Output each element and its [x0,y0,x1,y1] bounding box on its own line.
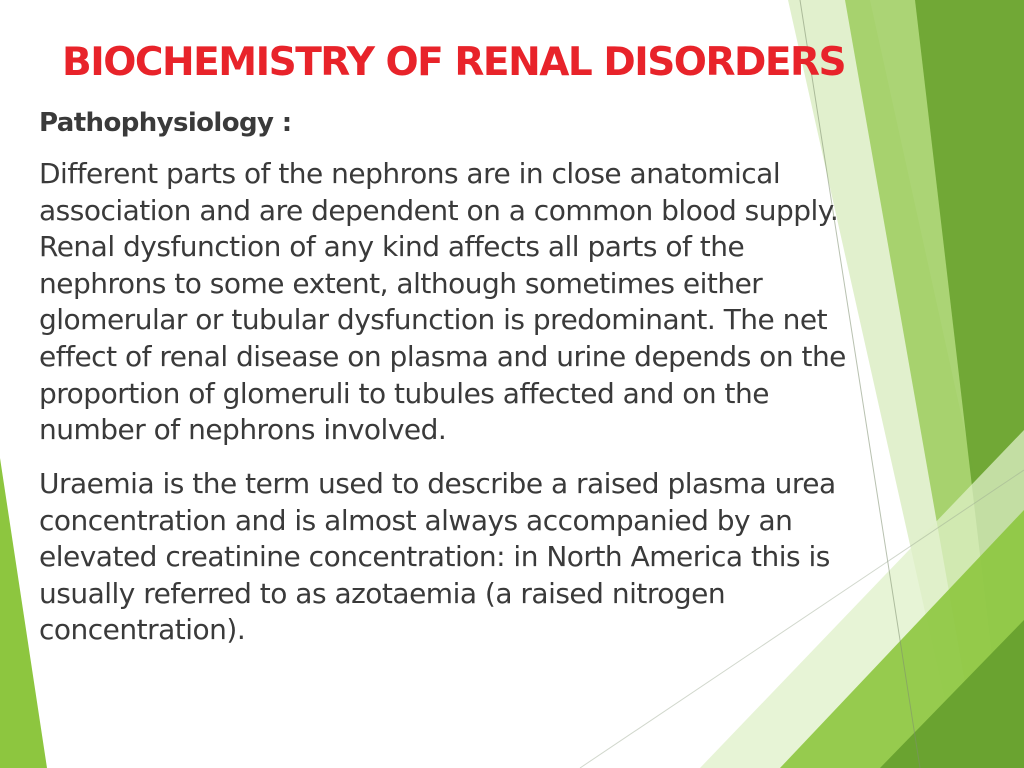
text-line: usually referred to as azotaemia (a raised nitrogen [39,576,726,610]
text-line: concentration). [39,613,246,647]
text-line: Renal dysfunction of any kind affects all parts of the [39,230,745,264]
text-line: number of nephrons involved. [39,413,447,447]
slide-title: BIOCHEMISTRY OF RENAL DISORDERS [62,40,846,85]
text-line: nephrons to some extent, although sometimes either [39,266,763,300]
text-line: elevated creatinine concentration: in North America this is [39,540,830,574]
text-line: proportion of glomeruli to tubules affected and on the [39,376,769,410]
text-line: Different parts of the nephrons are in close anatomical [39,157,781,190]
text-line: association and are dependent on a common blood supply. [39,193,839,227]
text-line: glomerular or tubular dysfunction is predominant. The net [39,303,828,337]
text-line: Uraemia is the term used to describe a raised plasma urea [39,467,836,500]
paragraph-uraemia [39,466,969,649]
text-line: concentration and is almost always accompanied by an [39,503,793,537]
text-line: effect of renal disease on plasma and urine depends on the [39,339,846,373]
section-heading: Pathophysiology : [39,108,292,138]
paragraph-pathophysiology [39,156,969,449]
